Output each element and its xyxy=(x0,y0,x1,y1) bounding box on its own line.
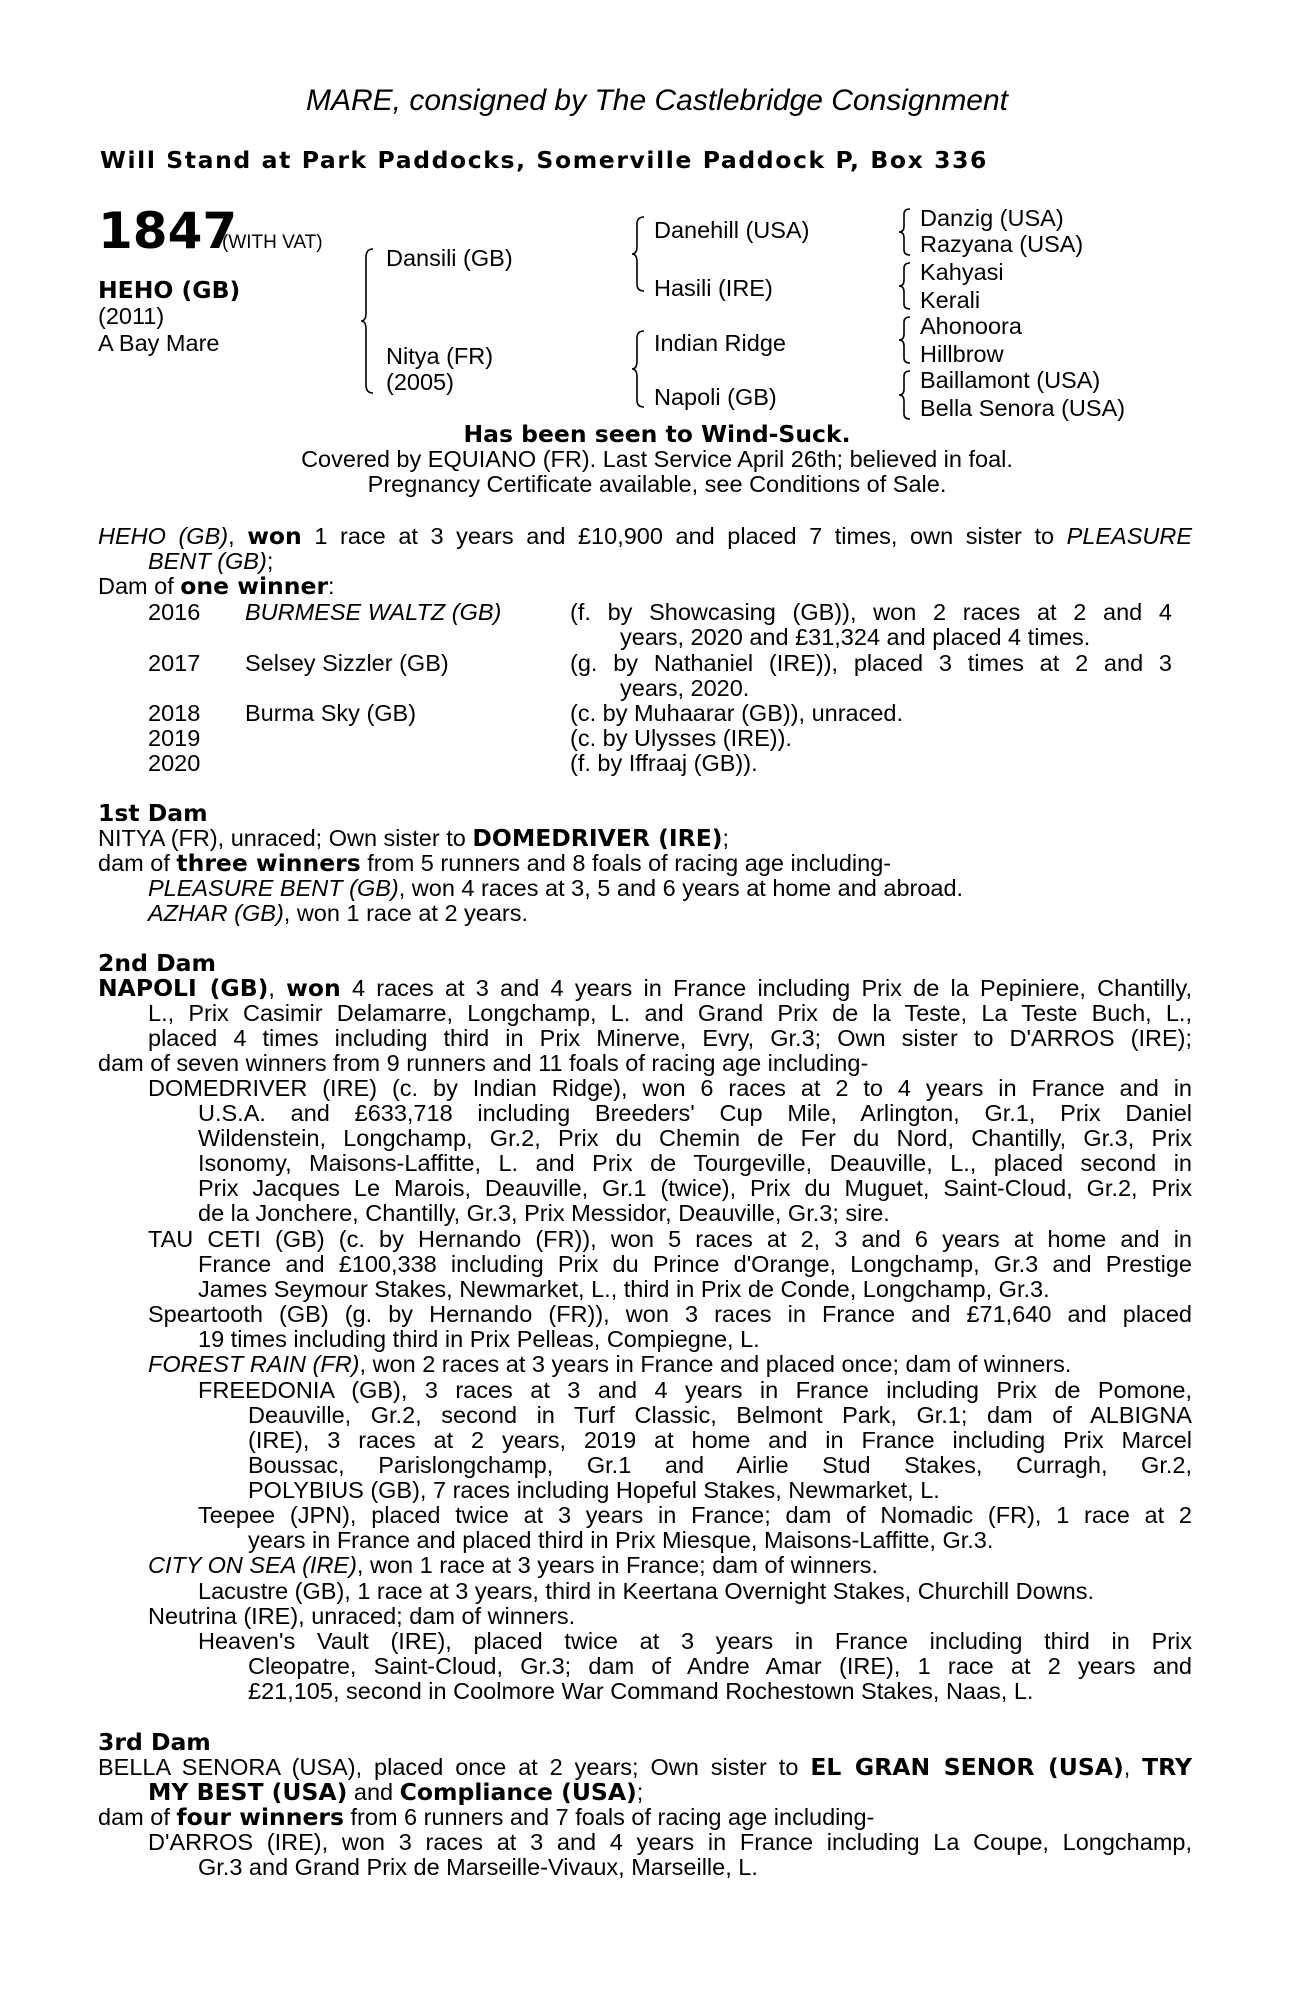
third-dam-line xyxy=(98,1755,1192,1780)
second-dam-line: James Seymour Stakes, Newmarket, L., third in Prix de Conde, Longchamp, Gr.3. xyxy=(198,1276,1050,1302)
damof-prefix: Dam of xyxy=(98,573,174,599)
text: , xyxy=(1123,1754,1131,1780)
horse-name: CITY ON SEA (IRE) xyxy=(148,1552,357,1578)
second-dam-line: Isonomy, Maisons-Laffitte, L. and Prix de Tourgeville, Deauville, L., placed second in xyxy=(198,1150,1192,1176)
second-dam-heading: 2nd Dam xyxy=(98,949,216,977)
third-dam-heading: 3rd Dam xyxy=(98,1728,211,1756)
text: , won 1 race at 3 years in France; dam of winners. xyxy=(356,1552,879,1578)
produce-year: 2018 xyxy=(148,700,201,726)
produce-year: 2016 xyxy=(148,599,201,625)
second-dam-line: Heaven's Vault (IRE), placed twice at 3 years in France including third in Prix xyxy=(198,1628,1192,1654)
pedigree-sd-dam: Kerali xyxy=(920,287,981,313)
horse-name: FOREST RAIN (FR) xyxy=(148,1351,360,1377)
produce-year: 2019 xyxy=(148,725,201,751)
horse-name: MY BEST (USA) xyxy=(148,1778,348,1806)
horse-name: NAPOLI (GB) xyxy=(98,974,269,1002)
produce-detail: (c. by Ulysses (IRE)). xyxy=(570,725,792,751)
gen4-brace-3 xyxy=(900,316,912,364)
second-dam-line: Wildenstein, Longchamp, Gr.2, Prix du Chemin de Fer du Nord, Chantilly, Gr.3, Prix xyxy=(198,1125,1192,1151)
intro-won: won xyxy=(247,522,302,550)
first-dam-line xyxy=(148,901,528,926)
pedigree-sd-sire: Kahyasi xyxy=(920,259,1004,285)
produce-detail: (c. by Muhaarar (GB)), unraced. xyxy=(570,700,904,726)
covered-note: Covered by EQUIANO (FR). Last Service April 26th; believed in foal. xyxy=(301,446,1013,472)
second-dam-line: France and £100,338 including Prix du Prince d'Orange, Longchamp, Gr.3 and Prestige xyxy=(198,1251,1192,1277)
second-dam-line: TAU CETI (GB) (c. by Hernando (FR)), won 5 races at 2, 3 and 6 years at home and in xyxy=(148,1226,1192,1252)
dam-of-line xyxy=(98,574,335,599)
horse-name: AZHAR (GB) xyxy=(148,900,284,926)
second-dam-line: £21,105, second in Coolmore War Command Rochestown Stakes, Naas, L. xyxy=(248,1678,1034,1704)
produce-year: 2017 xyxy=(148,650,201,676)
second-dam-line: Speartooth (GB) (g. by Hernando (FR)), won 3 races in France and £71,640 and placed xyxy=(148,1301,1192,1327)
text: NITYA (FR), unraced; Own sister to xyxy=(98,825,466,851)
winners-count: three winners xyxy=(176,849,361,877)
second-dam-line: placed 4 times including third in Prix Minerve, Evry, Gr.3; Own sister to D'ARROS (IRE); xyxy=(148,1025,1192,1051)
winners-count: four winners xyxy=(176,1803,344,1831)
horse-name: TRY xyxy=(1142,1753,1193,1781)
text: ; xyxy=(722,825,730,851)
produce-intro-cont xyxy=(148,549,273,574)
produce-name: Selsey Sizzler (GB) xyxy=(245,650,449,676)
second-dam-line: de la Jonchere, Chantilly, Gr.3, Prix Messidor, Deauville, Gr.3; sire. xyxy=(198,1200,890,1226)
damof-count: one winner xyxy=(180,572,329,600)
pedigree-dd-dam: Bella Senora (USA) xyxy=(920,395,1126,421)
horse-name: PLEASURE BENT (GB) xyxy=(148,875,399,901)
stand-location: Will Stand at Park Paddocks, Somerville Paddock P, Box 336 xyxy=(100,146,988,174)
second-dam-line: FREEDONIA (GB), 3 races at 3 and 4 years in France including Prix de Pomone, xyxy=(198,1377,1192,1403)
text: from 5 runners and 8 foals of racing age including- xyxy=(367,850,892,876)
produce-detail-cont: years, 2020 and £31,324 and placed 4 times. xyxy=(620,624,1091,650)
first-dam-line xyxy=(98,851,891,876)
second-dam-line: POLYBIUS (GB), 7 races including Hopeful Stakes, Newmarket, L. xyxy=(248,1477,940,1503)
sire-line-brace xyxy=(634,216,646,292)
produce-detail: (f. by Iffraaj (GB)). xyxy=(570,750,758,776)
pedigree-sire-dam: Hasili (IRE) xyxy=(654,275,773,301)
second-dam-line: (IRE), 3 races at 2 years, 2019 at home and in France including Prix Marcel xyxy=(248,1427,1192,1453)
produce-name: BURMESE WALTZ (GB) xyxy=(245,599,502,625)
produce-detail: (g. by Nathaniel (IRE)), placed 3 times at 2 and 3 xyxy=(570,650,1172,676)
text: , won 2 races at 3 years in France and placed once; dam of winners. xyxy=(359,1351,1072,1377)
second-dam-line: DOMEDRIVER (IRE) (c. by Indian Ridge), won 6 races at 2 to 4 years in France and in xyxy=(148,1075,1192,1101)
text: from 6 runners and 7 foals of racing age including- xyxy=(350,1804,875,1830)
text: dam of xyxy=(98,850,170,876)
second-dam-line: Neutrina (IRE), unraced; dam of winners. xyxy=(148,1603,576,1629)
horse-description: A Bay Mare xyxy=(98,330,220,356)
third-dam-line xyxy=(148,1780,643,1805)
gen4-brace-1 xyxy=(900,208,912,256)
pedigree-ds-dam: Hillbrow xyxy=(920,341,1004,367)
second-dam-line: dam of seven winners from 9 runners and 11 foals of racing age including- xyxy=(98,1050,869,1076)
text: dam of xyxy=(98,1804,170,1830)
intro-sibling: PLEASURE xyxy=(1066,523,1193,549)
third-dam-line: Gr.3 and Grand Prix de Marseille-Vivaux, Marseille, L. xyxy=(198,1854,758,1880)
lot-number: 1847 xyxy=(98,202,238,260)
second-dam-line: Teepee (JPN), placed twice at 3 years in France; dam of Nomadic (FR), 1 race at 2 xyxy=(198,1502,1192,1528)
horse-name: HEHO (GB) xyxy=(98,276,241,304)
vat-note: (WITH VAT) xyxy=(222,232,323,253)
bold-horse: DOMEDRIVER (IRE) xyxy=(472,824,723,852)
pedigree-dam: Nitya (FR) xyxy=(386,343,494,369)
consignment-title: MARE, consigned by The Castlebridge Consignment xyxy=(305,84,1009,117)
pregnancy-note: Pregnancy Certificate available, see Conditions of Sale. xyxy=(367,471,947,497)
second-dam-line: Lacustre (GB), 1 race at 3 years, third in Keertana Overnight Stakes, Churchill Downs. xyxy=(198,1578,1095,1604)
second-dam-line: Cleopatre, Saint-Cloud, Gr.3; dam of Andre Amar (IRE), 1 race at 2 years and xyxy=(248,1653,1192,1679)
text: BELLA SENORA (USA), placed once at 2 years; Own sister to xyxy=(98,1754,799,1780)
windsuck-note: Has been seen to Wind-Suck. xyxy=(463,420,851,448)
first-dam-heading: 1st Dam xyxy=(98,799,208,827)
third-dam-line xyxy=(98,1805,874,1830)
pedigree-sire: Dansili (GB) xyxy=(386,245,513,271)
sire-dam-brace xyxy=(363,248,375,394)
pedigree-dd-sire: Baillamont (USA) xyxy=(920,367,1101,393)
pedigree-ss-sire: Danzig (USA) xyxy=(920,205,1064,231)
horse-name: EL GRAN SENOR (USA) xyxy=(810,1753,1124,1781)
text: , won 1 race at 2 years. xyxy=(283,900,529,926)
produce-detail-cont: years, 2020. xyxy=(620,675,750,701)
second-dam-line xyxy=(148,1553,878,1578)
produce-detail: (f. by Showcasing (GB)), won 2 races at 2 and 4 xyxy=(570,599,1172,625)
produce-year: 2020 xyxy=(148,750,201,776)
second-dam-line: years in France and placed third in Prix Miesque, Maisons-Laffitte, Gr.3. xyxy=(248,1527,994,1553)
text: , won 4 races at 3, 5 and 6 years at home and abroad. xyxy=(398,875,964,901)
pedigree-dam-dam: Napoli (GB) xyxy=(654,384,777,410)
intro-end: ; xyxy=(266,548,274,574)
horse-year: (2011) xyxy=(98,303,165,329)
third-dam-line: D'ARROS (IRE), won 3 races at 3 and 4 years in France including La Coupe, Longchamp, xyxy=(148,1829,1192,1855)
pedigree-sire-sire: Danehill (USA) xyxy=(654,217,810,243)
intro-text: 1 race at 3 years and £10,900 and placed 7 times, own sister to xyxy=(314,523,1055,549)
horse-name: Compliance (USA) xyxy=(399,1778,637,1806)
gen4-brace-2 xyxy=(900,262,912,310)
first-dam-line xyxy=(98,826,729,851)
second-dam-line: L., Prix Casimir Delamarre, Longchamp, L. and Grand Prix de la Teste, La Teste Buch, L., xyxy=(148,1000,1192,1026)
produce-intro: HEHO (GB), won 1 race at 3 years and £10,900 and placed 7 times, own sister to PLEASURE xyxy=(98,522,1193,550)
pedigree-dam-year: (2005) xyxy=(386,369,454,395)
pedigree-ds-sire: Ahonoora xyxy=(920,313,1022,339)
second-dam-line xyxy=(148,1352,1071,1377)
second-dam-line: Boussac, Parislongchamp, Gr.1 and Airlie Stud Stakes, Curragh, Gr.2, xyxy=(248,1452,1192,1478)
second-dam-line: Prix Jacques Le Marois, Deauville, Gr.1 (twice), Prix du Muguet, Saint-Cloud, Gr.2, Prix xyxy=(198,1175,1192,1201)
intro-sibling-cont: BENT (GB) xyxy=(148,548,267,574)
second-dam-line: 19 times including third in Prix Pelleas, Compiegne, L. xyxy=(198,1326,760,1352)
second-dam-line: Deauville, Gr.2, second in Turf Classic, Belmont Park, Gr.1; dam of ALBIGNA xyxy=(248,1402,1192,1428)
intro-horse-name: HEHO (GB) xyxy=(98,523,229,549)
second-dam-line: NAPOLI (GB), won 4 races at 3 and 4 years in France including Prix de la Pepiniere, Chantilly, xyxy=(98,974,1193,1002)
second-dam-line: U.S.A. and £633,718 including Breeders' Cup Mile, Arlington, Gr.1, Prix Daniel xyxy=(198,1100,1192,1126)
gen4-brace-4 xyxy=(900,370,912,420)
text: 4 races at 3 and 4 years in France including Prix de la Pepiniere, Chantilly, xyxy=(351,975,1193,1001)
pedigree-dam-sire: Indian Ridge xyxy=(654,330,786,356)
produce-name: Burma Sky (GB) xyxy=(245,700,417,726)
dam-line-brace xyxy=(634,330,646,408)
pedigree-ss-dam: Razyana (USA) xyxy=(920,231,1084,257)
first-dam-line xyxy=(148,876,963,901)
won: won xyxy=(286,974,341,1002)
text: ; xyxy=(636,1779,644,1805)
text: and xyxy=(353,1779,394,1805)
damof-end: : xyxy=(328,573,335,599)
